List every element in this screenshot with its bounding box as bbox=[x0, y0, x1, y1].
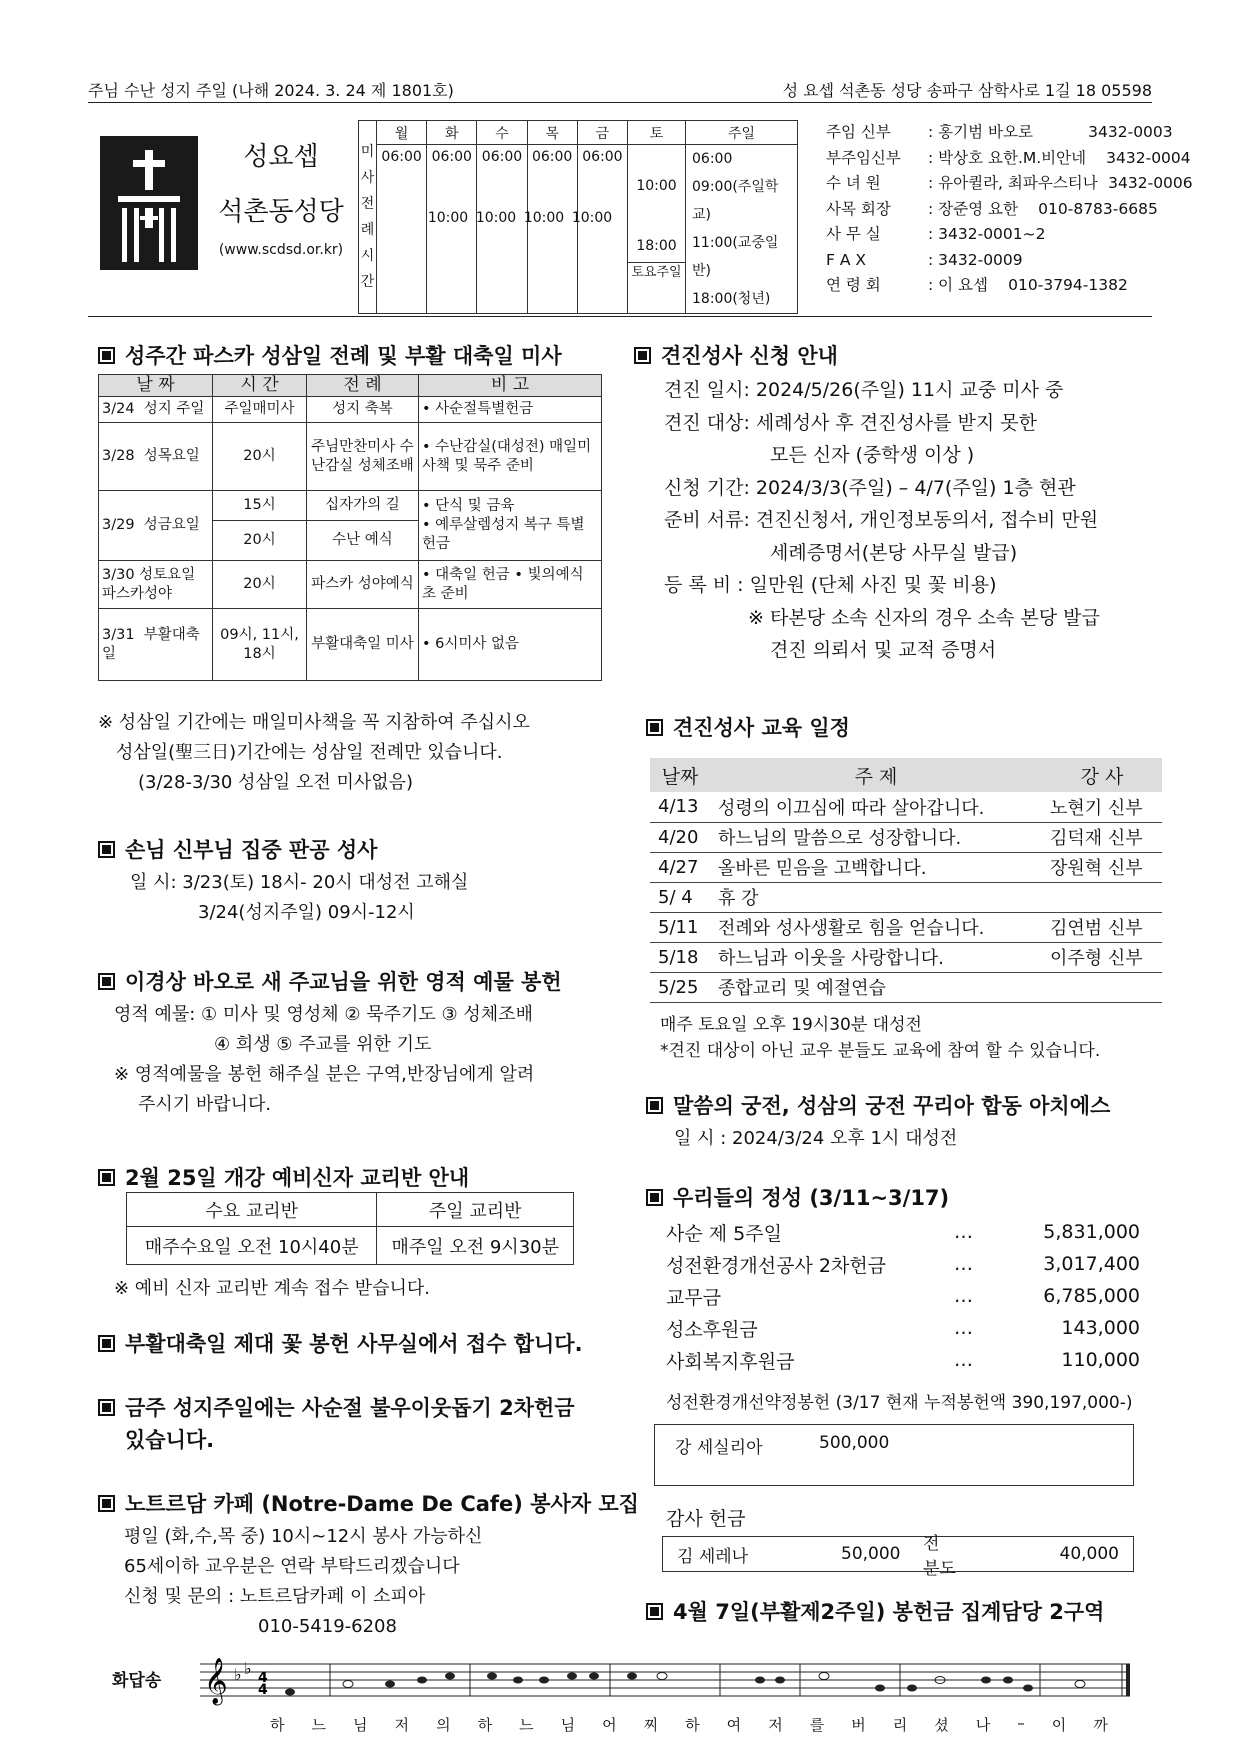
second-collection-line2: 있습니다. bbox=[125, 1428, 215, 1452]
bishop-body: 영적 예물: ① 미사 및 영성체 ② 묵주기도 ③ 성체조배 ④ 희생 ⑤ 주교를 위한 기도 ※ 영적예물을 봉헌 해주실 분은 구역,반장님에게 알려 주시기 바랍니다. bbox=[114, 1004, 535, 1115]
day-sun: 주일 bbox=[686, 121, 798, 145]
day-wed: 수 bbox=[477, 121, 527, 145]
weekday-evening-row: 10:00 10:00 10:00 10:00 bbox=[427, 210, 613, 226]
table-row: 4/27 올바른 믿음을 고백합니다. 장원혁 신부 bbox=[650, 852, 1162, 882]
section-bullet-icon bbox=[646, 719, 663, 736]
section-bullet-icon bbox=[646, 1603, 663, 1620]
confession-body: 일 시: 3/23(토) 18시- 20시 대성전 고해실 3/24(성지주일) 09시-12시 bbox=[130, 872, 469, 923]
catechumen-note: ※ 예비 신자 교리반 계속 접수 받습니다. bbox=[114, 1278, 430, 1299]
svg-text:♭: ♭ bbox=[244, 1659, 252, 1678]
mass-side-label: 미 사 전 례 시 간 bbox=[359, 121, 377, 314]
section-bullet-icon bbox=[98, 347, 115, 364]
thanks-title: 감사 헌금 bbox=[666, 1508, 746, 1530]
sun-mass: 06:00 09:00(주일학교) 11:00(교중일반) 18:00(청년) bbox=[686, 145, 798, 314]
parish-url: (www.scdsd.or.kr) bbox=[218, 242, 344, 258]
day-tue: 화 bbox=[427, 121, 477, 145]
staff-row: F A X : 3432-0009 bbox=[826, 250, 1023, 269]
list-item: 사회복지후원금 … 110,000 bbox=[666, 1349, 1140, 1373]
confirmation-body: 견진 일시: 2024/5/26(주일) 11시 교중 미사 중 견진 대상: 세례성사 후 견진성사를 받지 못한 모든 신자 (중학생 이상 ) 신청 기간: 2024/3/3(주일) – 4/7(주일) 1층 현관 준비 서류: 견진신청서, 개인정보동의서, 접수비 만원 세례증명서(본당 사무실 발급) 등 록 비 : 일만원 (단체 사진 및 꽃 비용) ※ 타본당 소속 신자의 경우 소속 본당 발급 견진 의뢰서 및 교적 증명서 bbox=[664, 379, 1100, 661]
education-table: 날짜 주 제 강 사 4/13 성령의 이끄심에 따라 살아갑니다. 노현기 신부 4/20 하느님의 말씀으로 성장합니다. 김덕재 신부 4/27 올바른 믿음을 고백합니다. 장원혁 신부 5/ 4 휴 강 5/11 전례와 성사생활로 힘을 얻습니다. 김연범 신부 5/18 하느님과 이웃을 사랑합니다. 이주형 신부 5/25 종합교리 및 예절연습 bbox=[650, 758, 1162, 1003]
staff-row: 수 녀 원 : 유아퀼라, 최파우스티나 3432-0006 bbox=[826, 174, 1193, 192]
section-title-catechumen: 2월 25일 개강 예비신자 교리반 안내 bbox=[98, 1162, 469, 1192]
table-row: 5/11 전례와 성사생활로 힘을 얻습니다. 김연범 신부 bbox=[650, 912, 1162, 942]
section-title-confession: 손님 신부님 집중 판공 성사 bbox=[98, 834, 377, 864]
list-item: 성전환경개선공사 2차헌금 … 3,017,400 bbox=[666, 1253, 1140, 1277]
staff-row: 부주임신부 : 박상호 요한.M.비안네 3432-0004 bbox=[826, 148, 1191, 167]
day-sat: 토 bbox=[628, 121, 686, 145]
section-title-cafe: 노트르담 카페 (Notre-Dame De Cafe) 봉사자 모집 bbox=[98, 1488, 639, 1518]
section-bullet-icon bbox=[646, 1097, 663, 1114]
section-title-second-collection: 금주 성지주일에는 사순절 불우이웃돕기 2차헌금 bbox=[98, 1392, 575, 1422]
music-staff bbox=[200, 1652, 1140, 1712]
holyweek-notes: ※ 성삼일 기간에는 매일미사책을 꼭 지참하여 주십시오 성삼일(聖三日)기간에는 성삼일 전례만 있습니다. (3/28-3/30 성삼일 오전 미사없음) bbox=[98, 712, 530, 793]
table-row: 5/25 종합교리 및 예절연습 bbox=[650, 972, 1162, 1002]
section-bullet-icon bbox=[98, 973, 115, 990]
section-bullet-icon bbox=[98, 1399, 115, 1416]
bulletin-header bbox=[88, 78, 1152, 101]
cafe-body: 평일 (화,수,목 중) 10시~12시 봉사 가능하신 65세이하 교우분은 연락 부탁드리겠습니다 신청 및 문의 : 노트르담카페 이 소피아 010-5419-6208 bbox=[124, 1526, 483, 1637]
staff-row: 사 무 실 : 3432-0001~2 bbox=[826, 225, 1046, 243]
section-bullet-icon bbox=[98, 1169, 115, 1186]
section-title-bishop: 이경상 바오로 새 주교님을 위한 영적 예물 봉헌 bbox=[98, 966, 562, 996]
staff-row: 연 령 회 : 이 요셉 010-3794-1382 bbox=[826, 276, 1128, 294]
psalm-lyrics: 하 느 님 저 의 하 느 님 어 찌 하 여 저 를 버 리 셨 나 – 이 까 bbox=[270, 1714, 1110, 1734]
section-title-adoration: 말씀의 궁전, 성삼의 궁전 꾸리아 합동 아치에스 bbox=[646, 1090, 1110, 1120]
list-item: 교무금 … 6,785,000 bbox=[666, 1285, 1140, 1309]
sat-mass: 10:00 18:00 토요주일 bbox=[628, 145, 686, 314]
svg-text:4: 4 bbox=[258, 1670, 268, 1686]
svg-text:4: 4 bbox=[258, 1682, 268, 1698]
table-row: 4/13 성령의 이끄심에 따라 살아갑니다. 노현기 신부 bbox=[650, 792, 1162, 822]
parish-name-2: 석촌동성당 bbox=[218, 197, 344, 227]
divider bbox=[88, 316, 1152, 317]
education-notes: 매주 토요일 오후 19시30분 대성전 *견진 대상이 아닌 교우 분들도 교육에 참여 할 수 있습니다. bbox=[660, 1015, 1101, 1061]
parish-name-1: 성요셉 bbox=[243, 142, 319, 172]
section-title-education: 견진성사 교육 일정 bbox=[646, 712, 850, 742]
issue-info: 주님 수난 성지 주일 (나해 2024. 3. 24 제 1801호) bbox=[88, 81, 454, 100]
offering-list bbox=[666, 1216, 1140, 1376]
special-offering-title: 성전환경개선약정봉헌 (3/17 현재 누적봉헌액 390,197,000-) bbox=[666, 1393, 1133, 1413]
list-item: 성소후원금 … 143,000 bbox=[666, 1317, 1140, 1341]
thanks-offering-box: 김 세레나 50,000 전 분도 40,000 bbox=[662, 1536, 1134, 1572]
staff-row: 주임 신부 : 홍기범 바오로 3432-0003 bbox=[826, 123, 1173, 141]
psalm-label: 화답송 bbox=[112, 1671, 162, 1691]
section-bullet-icon bbox=[98, 1335, 115, 1352]
section-bullet-icon bbox=[98, 1495, 115, 1512]
day-thu: 목 bbox=[527, 121, 577, 145]
staff-contacts bbox=[826, 120, 1193, 299]
section-title-offering: 우리들의 정성 (3/11~3/17) bbox=[646, 1182, 949, 1212]
svg-text:♭: ♭ bbox=[234, 1665, 242, 1684]
svg-text:𝄞: 𝄞 bbox=[204, 1658, 228, 1704]
parish-name bbox=[206, 130, 356, 258]
special-offering-box: 강 세실리아 500,000 bbox=[654, 1424, 1134, 1486]
table-row: 5/ 4 휴 강 bbox=[650, 882, 1162, 912]
section-title-april: 4월 7일(부활제2주일) 봉헌금 집계담당 2구역 bbox=[646, 1596, 1104, 1626]
section-bullet-icon bbox=[646, 1189, 663, 1206]
table-row: 5/18 하느님과 이웃을 사랑합니다. 이주형 신부 bbox=[650, 942, 1162, 972]
list-item: 사순 제 5주일 … 5,831,000 bbox=[666, 1221, 1140, 1245]
section-bullet-icon bbox=[634, 347, 651, 364]
parish-logo bbox=[100, 136, 198, 270]
day-fri: 금 bbox=[577, 121, 627, 145]
divider bbox=[88, 102, 1152, 103]
section-title-flowers: 부활대축일 제대 꽃 봉헌 사무실에서 접수 합니다. bbox=[98, 1328, 583, 1358]
section-bullet-icon bbox=[98, 841, 115, 858]
mass-schedule-table: 미 사 전 례 시 간 월 화 수 목 금 토 주일 06:00 06:00 06:00 06:00 06:00 10:00 18:00 토요주일 06:00 09:00(주일학교) 11:00(교중일반) 18:00(청년) bbox=[358, 120, 798, 314]
section-title-confirmation: 견진성사 신청 안내 bbox=[634, 340, 838, 370]
staff-row: 사목 회장 : 장준영 요한 010-8783-6685 bbox=[826, 199, 1158, 218]
holyweek-table: 날 짜 시 간 전 례 비 고 3/24 성지 주일 주일매미사 성지 축복 • 사순절특별헌금 3/28 성목요일 20시 주님만찬미사 수난감실 성체조배 • 수난감실(대성전) 매일미사책 및 묵주 준비 3/29 성금요일 15시 십자가의 길 • 단식 및 금육 • 예루살렘성지 복구 특별헌금 20시 수난 예식 3/30 성토요일 파스카성야 20시 파스카 성야예식 • 대축일 헌금 • 빛의예식 초 준비 3/31 부활대축일 09시, 11시, 18시 부활대축일 미사 • 6시미사 없음 bbox=[98, 374, 602, 681]
day-mon: 월 bbox=[377, 121, 427, 145]
adoration-body: 일 시 : 2024/3/24 오후 1시 대성전 bbox=[674, 1128, 958, 1149]
table-row: 4/20 하느님의 말씀으로 성장합니다. 김덕재 신부 bbox=[650, 822, 1162, 852]
catechumen-table: 수요 교리반 주일 교리반 매주수요일 오전 10시40분 매주일 오전 9시30분 bbox=[126, 1192, 574, 1265]
psalm-score bbox=[100, 1652, 1140, 1742]
section-title-holyweek: 성주간 파스카 성삼일 전례 및 부활 대축일 미사 bbox=[98, 340, 562, 370]
parish-address: 성 요셉 석촌동 성당 송파구 삼학사로 1길 18 05598 bbox=[782, 81, 1152, 100]
